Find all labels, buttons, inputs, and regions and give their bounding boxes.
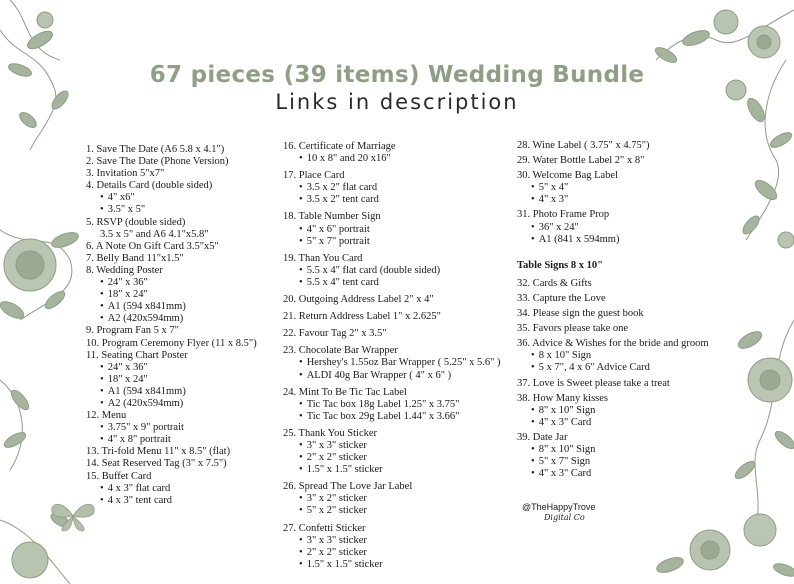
list-item [86,471,257,507]
list-item [283,311,501,323]
list-sub-item: • 3" x 3" sticker [283,440,501,452]
list-item-label: 6. A Note On Gift Card 3.5"x5" [86,240,219,252]
list-sub-item: • A1 (594 x841mm) [86,301,257,313]
list-item [86,350,257,410]
list-sub-item: • A1 (841 x 594mm) [517,234,709,246]
list-item [517,140,709,152]
list-item [86,217,257,241]
list-item [283,211,501,247]
list-sub-item: • 24" x 36" [86,277,257,289]
list-item [86,253,257,265]
list-sub-item: • Tic Tac box 29g Label 1.44" x 3.66" [283,411,501,423]
list-item-label: 5. RSVP (double sided) [86,216,186,228]
list-sub-item: • 5.5 x 4" flat card (double sided) [283,265,501,277]
list-column-1 [86,144,257,507]
list-item-label: 20. Outgoing Address Label 2" x 4" [283,294,434,306]
list-item-label: 35. Favors please take one [517,323,629,335]
list-item-label: 18. Table Number Sign [283,211,381,223]
list-item [86,410,257,446]
list-sub-item: • 4 x 3" flat card [86,483,257,495]
list-item-label: 38. How Many kisses [517,392,608,404]
list-sub-item: • 36" x 24" [517,222,709,234]
list-item [86,325,257,337]
list-sub-item: • 3.5 x 2" tent card [283,194,501,206]
list-sub-item: • 5.5 x 4" tent card [283,277,501,289]
list-item-label: 8. Wedding Poster [86,264,163,276]
brand-handle: @TheHappyTrove [522,502,596,512]
list-item-label: 34. Please sign the guest book [517,308,644,320]
list-item [517,170,709,206]
list-item-label: 9. Program Fan 5 x 7" [86,325,179,337]
list-item-label: 15. Buffet Card [86,470,152,482]
list-item [517,278,709,290]
list-item [86,168,257,180]
list-item [283,481,501,517]
list-sub-item: • 3.75" x 9" portrait [86,422,257,434]
list-item-label: 39. Date Jar [517,431,568,443]
page-subtitle: Links in description [275,90,519,114]
list-sub-item: • 4 x 3" tent card [86,495,257,507]
brand-block [522,502,595,522]
list-item [283,523,501,571]
list-item-label: 32. Cards & Gifts [517,277,592,289]
list-sub-item: • 5" x 7" Sign [517,456,709,468]
list-item-label: 17. Place Card [283,170,345,182]
list-item-label: 22. Favour Tag 2" x 3.5" [283,328,387,340]
list-item-label: 33. Capture the Love [517,292,606,304]
list-item-label: 21. Return Address Label 1" x 2.625" [283,311,441,323]
list-sub-item: • 3" x 3" sticker [283,535,501,547]
list-sub-item: • 10 x 8" and 20 x16" [283,153,501,165]
list-sub-item: • 4" x6" [86,192,257,204]
list-sub-item: • 5" x 2" sticker [283,505,501,517]
list-sub-item: • A2 (420x594mm) [86,398,257,410]
list-item [517,293,709,305]
list-sub-item: • 4" x 3" Card [517,468,709,480]
list-item-label: 2. Save The Date (Phone Version) [86,156,229,168]
list-item [86,241,257,253]
list-item-label: 26. Spread The Love Jar Label [283,481,413,493]
list-sub-item: • 2" x 2" sticker [283,452,501,464]
list-item [517,323,709,335]
list-sub-item: • 3" x 2" sticker [283,493,501,505]
list-item [86,180,257,216]
list-sub-item: • 4" x 3" [517,194,709,206]
list-sub-item: • 8" x 10" Sign [517,405,709,417]
list-sub-item: • 8" x 10" Sign [517,444,709,456]
list-item [283,387,501,423]
list-item [283,294,501,306]
list-sub-item: • 4" x 8" portrait [86,434,257,446]
list-item-label: 31. Photo Frame Prop [517,209,610,221]
list-sub-item: • 24" x 36" [86,362,257,374]
list-item-label: 27. Confetti Sticker [283,522,366,534]
list-item [86,265,257,325]
list-item-label: 4. Details Card (double sided) [86,180,213,192]
list-item-label: 3. Invitation 5"x7" [86,168,165,180]
section-heading: Table Signs 8 x 10" [517,259,603,271]
list-sub-item: • A1 (594 x841mm) [86,386,257,398]
list-sub-item: • 3.5 x 2" flat card [283,182,501,194]
list-item-label: 16. Certificate of Marriage [283,141,396,152]
list-item-label: 29. Water Bottle Label 2" x 8" [517,155,645,167]
list-item [517,432,709,480]
list-item-label: 36. Advice & Wishes for the bride and groom [517,338,709,350]
list-item [283,170,501,206]
list-sub-item: • 5" x 4" [517,182,709,194]
list-item-label: 7. Belly Band 11"x1.5" [86,252,184,264]
brand-signature: Digital Co [544,513,585,522]
list-item [283,428,501,476]
list-item-label: 11. Seating Chart Poster [86,349,188,361]
list-item-label: 23. Chocolate Bar Wrapper [283,345,398,357]
list-item-label: 24. Mint To Be Tic Tac Label [283,386,407,398]
page-title: 67 pieces (39 items) Wedding Bundle [149,62,645,88]
list-item [283,328,501,340]
list-item [517,378,709,390]
list-column-2 [283,141,501,571]
list-item-label: 14. Seat Reserved Tag (3" x 7.5") [86,458,227,470]
list-item [283,345,501,381]
list-sub-item: • Hershey's 1.55oz Bar Wrapper ( 5.25" x 5.6" ) [283,357,501,369]
list-item [86,156,257,168]
list-item [517,308,709,320]
list-item [283,141,501,165]
list-sub-item: • ALDI 40g Bar Wrapper ( 4" x 6" ) [283,370,501,382]
list-item [517,338,709,374]
list-item [86,458,257,470]
list-item [86,446,257,458]
list-item-label: 28. Wine Label ( 3.75" x 4.75") [517,140,650,151]
list-sub-item: • 18" x 24" [86,374,257,386]
list-sub-item: • Tic Tac box 18g Label 1.25" x 3.75" [283,399,501,411]
list-item [517,155,709,167]
list-sub-item: • 4" x 6" portrait [283,224,501,236]
list-sub-item: • 8 x 10" Sign [517,350,709,362]
list-item-label: 30. Welcome Bag Label [517,170,619,182]
list-item-line: 3.5 x 5" and A6 4.1"x5.8" [100,228,209,240]
list-sub-item: • 3.5" x 5" [86,204,257,216]
list-item [86,144,257,156]
list-sub-item: • A2 (420x594mm) [86,313,257,325]
list-item-label: 1. Save The Date (A6 5.8 x 4.1") [86,144,225,155]
list-column-3 [517,140,709,480]
list-item [283,253,501,289]
list-item [517,393,709,429]
list-sub-item: • 2" x 2" sticker [283,547,501,559]
list-sub-item: • 5 x 7", 4 x 6" Advice Card [517,362,709,374]
list-sub-item: • 18" x 24" [86,289,257,301]
list-item-label: 19. Than You Card [283,252,363,264]
list-item-label: 12. Menu [86,410,127,422]
list-item [517,209,709,245]
list-item-label: 37. Love is Sweet please take a treat [517,377,670,389]
list-sub-item: • 4" x 3" Card [517,417,709,429]
list-item-label: 25. Thank You Sticker [283,427,378,439]
list-item-label: 10. Program Ceremony Flyer (11 x 8.5") [86,337,257,349]
list-sub-item: • 1.5" x 1.5" sticker [283,559,501,571]
list-sub-item: • 5" x 7" portrait [283,236,501,248]
list-item-label: 13. Tri-fold Menu 11" x 8.5" (flat) [86,446,231,458]
list-item [86,338,257,350]
list-sub-item: • 1.5" x 1.5" sticker [283,464,501,476]
